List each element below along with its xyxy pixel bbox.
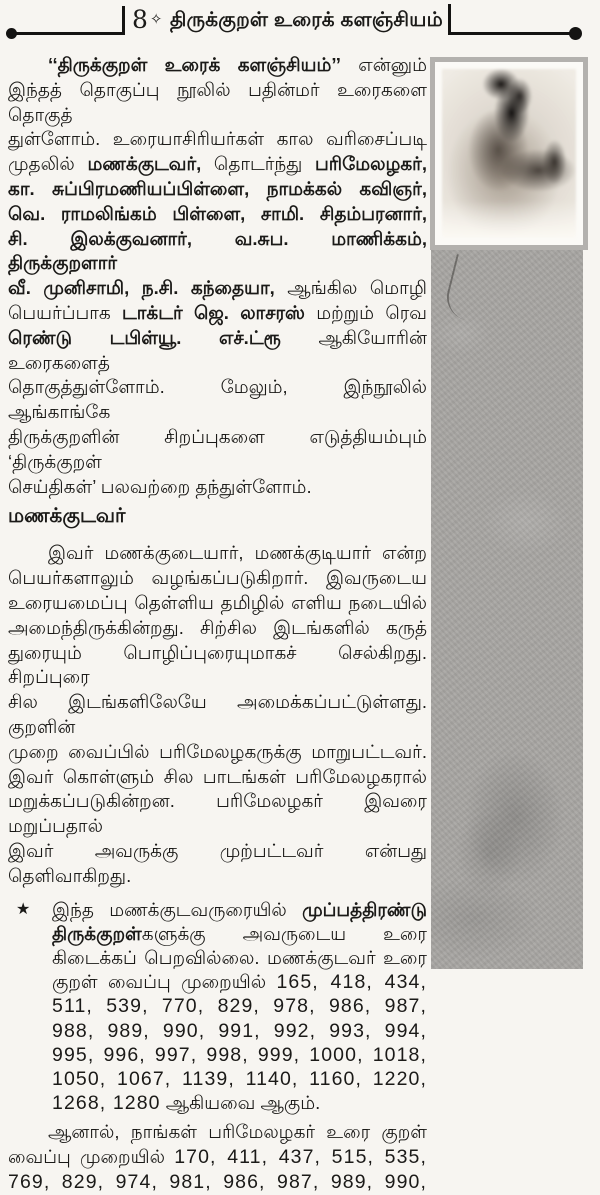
number-run: 511, 539, 770, 829, 978, 986, 987, — [52, 995, 427, 1018]
text-line — [8, 591, 427, 616]
bold-text-run: வீ. முனிசாமி, ந.சி. கந்தையா, — [8, 277, 275, 299]
bold-text-run: திருக்குறள் — [52, 922, 142, 944]
text-run: கிடைக்கப் பெறவில்லை. மணக்குடவர் உரை — [52, 946, 427, 968]
text-line — [8, 301, 427, 326]
bold-text-run: சி. இலக்குவனார், வ.சுப. மாணிக்கம், திருக்குறளார் — [8, 227, 427, 274]
text-run: துள்ளோம். உரையாசிரியர்கள் கால வரிசைப்படி — [8, 128, 427, 150]
text-run: பெயர்ப்பாக — [8, 301, 123, 323]
text-run: மறுக்கப்படுகின்றன. பரிமேலழகர் இவரை மறுப்பதால் — [8, 790, 427, 837]
text-run: தொடர்ந்து — [201, 153, 315, 175]
text-run: இவர் அவருக்கு முற்பட்டவர் என்பது தெளிவாகிறது. — [8, 839, 427, 886]
text-line — [52, 898, 427, 922]
text-line — [52, 994, 427, 1018]
scan-scratch-mark — [442, 254, 480, 320]
text-line — [52, 1019, 427, 1043]
star-bullet-icon: ★ — [16, 900, 31, 918]
text-run: அமைந்திருக்கின்றது. சிற்சில இடங்களில் கருத் — [8, 616, 427, 638]
header-right-rule-vertical — [448, 4, 451, 35]
text-line — [52, 922, 427, 946]
bold-text-run: ரெண்டு டபிள்யூ. எச்.ட்ரூ — [8, 326, 281, 348]
header-right-dot — [569, 27, 582, 40]
text-line — [8, 765, 427, 790]
text-line — [52, 1043, 427, 1067]
page-title: திருக்குறள் உரைக் களஞ்சியம் — [169, 9, 443, 31]
header-left-rule — [10, 32, 124, 35]
number-run: 769, 829, 974, 981, 986, 987, 989, 990, — [8, 1170, 427, 1193]
text-column — [8, 53, 427, 1195]
text-run: களுக்கு அவருடைய உரை — [141, 922, 427, 944]
portrait-frame — [430, 57, 588, 250]
bullet-paragraph — [8, 898, 427, 1116]
text-line — [8, 276, 427, 301]
text-run: மற்றும் ரெவ — [304, 301, 427, 323]
text-run: துரையும் பொழிப்புரையுமாகச் செல்கிறது. சிறப்புரை — [8, 641, 427, 688]
text-line — [52, 1091, 427, 1115]
text-run: பெயர்களாலும் வழங்கப்படுகிறார். இவருடைய — [8, 567, 427, 589]
bold-text-run: டாக்டர் ஜெ. லாசரஸ் — [122, 301, 305, 323]
text-line — [8, 425, 427, 475]
bold-text-run: பரிமேலழகர், — [315, 153, 427, 175]
text-line — [8, 1120, 427, 1145]
text-line — [8, 326, 427, 376]
text-run: முதலில் — [8, 153, 88, 175]
text-run: குறள் வைப்பு முறையில் — [52, 971, 277, 993]
header-right-rule — [448, 32, 575, 35]
text-run: முறை வைப்பில் பரிமேலழகருக்கு மாறுபட்டவர். — [8, 740, 427, 762]
text-line — [8, 541, 427, 566]
paragraph — [8, 1120, 427, 1194]
bold-text-run: ‘‘திருக்குறள் உரைக் களஞ்சியம்’’ — [48, 54, 341, 75]
thiruvalluvar-portrait — [442, 69, 576, 238]
text-run: ஆகியோரின் உரைகளைத் — [8, 326, 427, 373]
text-line — [8, 1170, 427, 1195]
text-run: இவர் கொள்ளும் சில பாடங்கள் பரிமேலழகரால் — [8, 765, 427, 787]
text-line — [8, 152, 427, 177]
text-run: உரையமைப்பு தெள்ளிய தமிழில் எளிய நடையில் — [8, 591, 427, 613]
text-run: இந்தத் தொகுப்பு நூலில் பதின்மர் உரைகளை தொகுத் — [8, 78, 427, 125]
text-line — [8, 202, 427, 227]
text-line — [8, 127, 427, 152]
number-run: 170, 411, 437, 515, 535, — [174, 1146, 428, 1169]
text-run: இவர் மணக்குடையார், மணக்குடியார் என்ற — [48, 542, 427, 564]
text-line — [8, 740, 427, 765]
text-line — [8, 177, 427, 202]
number-run: 165, 418, 434, — [276, 971, 427, 994]
text-line — [8, 375, 427, 425]
text-line — [8, 78, 427, 128]
bold-text-run: வெ. ராமலிங்கம் பிள்ளை, சாமி. சிதம்பரனார், — [8, 202, 427, 224]
number-run: 1268, 1280 — [52, 1092, 161, 1115]
diamond-ornament-icon: ✧ — [149, 11, 163, 28]
text-run: சில இடங்களிலேயே அமைக்கப்பட்டுள்ளது. குறளின் — [8, 691, 427, 737]
text-run: ஆங்கில மொழி — [274, 277, 428, 299]
page-title-block — [132, 5, 443, 34]
bold-text-run: கா. சுப்பிரமணியப்பிள்ளை, நாமக்கல் கவிஞர், — [8, 177, 427, 199]
text-line — [8, 789, 427, 839]
text-line — [8, 839, 427, 889]
text-run: என்னும் — [340, 54, 427, 75]
text-run: வைப்பு முறையில் — [8, 1146, 175, 1168]
page-number: 8 — [132, 5, 148, 34]
number-run: 1050, 1067, 1139, 1140, 1160, 1220, — [52, 1067, 427, 1090]
text-line — [8, 53, 427, 78]
paragraph — [8, 53, 427, 499]
bold-text-run: மணக்குடவர், — [87, 153, 202, 175]
scan-shadow-strip — [431, 248, 583, 969]
text-line — [52, 946, 427, 970]
text-run: திருக்குறளின் சிறப்புகளை எடுத்தியம்பும் ‘திருக்குறள் — [8, 425, 427, 472]
text-line — [52, 1067, 427, 1091]
text-line — [8, 566, 427, 591]
bold-text-run: முப்பத்திரண்டு — [302, 898, 427, 920]
text-line — [8, 1145, 427, 1170]
section-heading: மணக்குடவர் — [8, 505, 126, 528]
header-left-rule-vertical — [122, 6, 125, 35]
text-line — [8, 227, 427, 277]
text-line — [8, 616, 427, 641]
number-run: 995, 996, 997, 998, 999, 1000, 1018, — [52, 1043, 427, 1066]
text-run: ஆகியவை ஆகும். — [160, 1092, 321, 1114]
text-line — [8, 690, 427, 740]
text-line — [8, 641, 427, 691]
paragraph — [8, 541, 427, 888]
text-line — [8, 475, 427, 500]
text-run: செய்திகள்’ பலவற்றை தந்துள்ளோம். — [8, 475, 312, 497]
text-run: தொகுத்துள்ளோம். மேலும், இந்நூலில் ஆங்காங்கே — [8, 376, 427, 423]
text-run: இந்த மணக்குடவருரையில் — [52, 898, 303, 920]
text-run: ஆனால், நாங்கள் பரிமேலழகர் உரை குறள் — [48, 1121, 427, 1143]
text-line — [52, 970, 427, 994]
number-run: 988, 989, 990, 991, 992, 993, 994, — [52, 1019, 427, 1042]
